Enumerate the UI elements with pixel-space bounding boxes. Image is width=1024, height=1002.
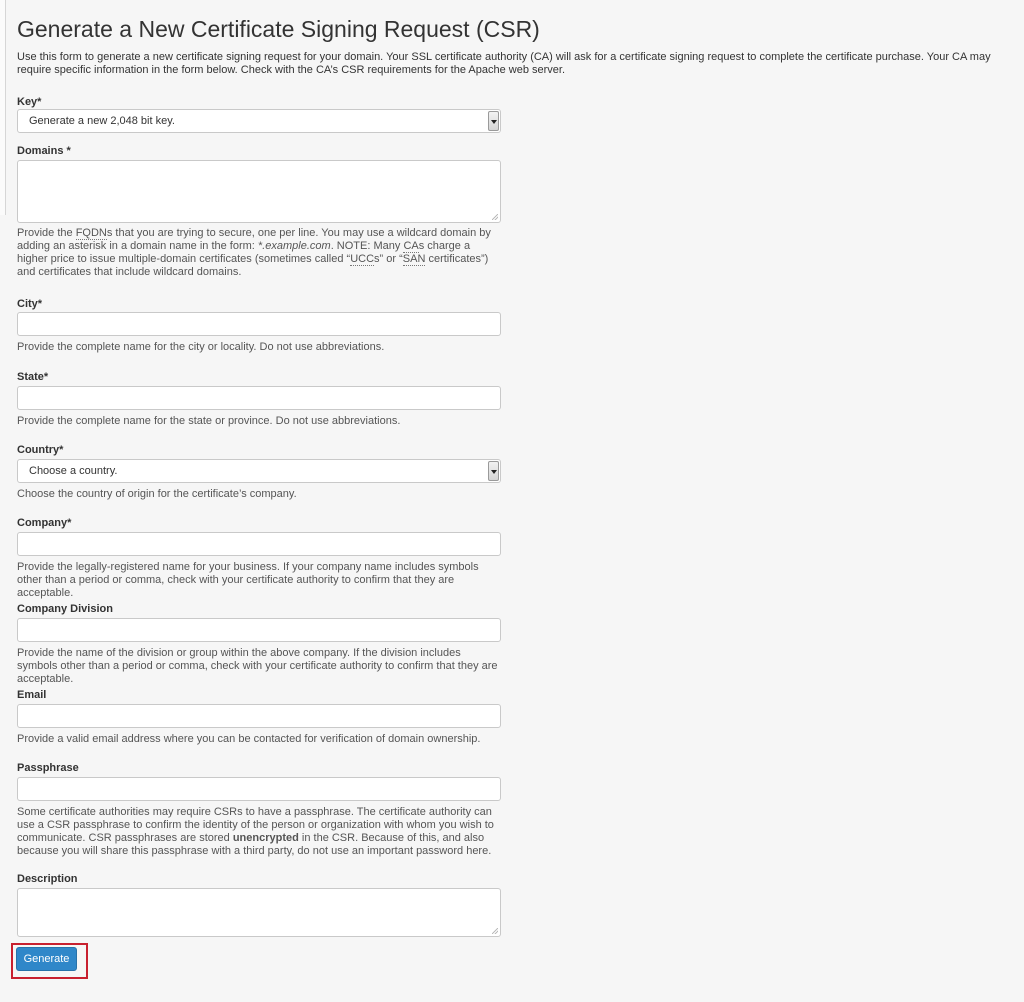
division-field: [17, 603, 501, 686]
resize-grip-icon[interactable]: [492, 214, 498, 220]
key-label: Key*: [17, 96, 42, 108]
city-help: Provide the complete name for the city or locality. Do not use abbreviations.: [17, 341, 385, 353]
sidebar-edge: [0, 0, 6, 215]
company-input[interactable]: [17, 532, 501, 556]
email-input[interactable]: [17, 704, 501, 728]
domains-textarea[interactable]: [17, 160, 501, 223]
country-field: [17, 444, 501, 501]
country-label: Country*: [17, 444, 64, 456]
example-domain: *.example.com: [257, 240, 331, 252]
city-input[interactable]: [17, 312, 501, 336]
email-field: [17, 689, 501, 746]
division-label: Company Division: [17, 603, 113, 615]
state-help: Provide the complete name for the state or province. Do not use abbreviations.: [17, 415, 401, 427]
description-textarea[interactable]: [17, 888, 501, 937]
city-label: City*: [17, 298, 43, 310]
company-help: Provide the legally-registered name for your business. If your company name includes symbols other than a period or comma, check with your certificate authority to confirm that they are acceptable.: [17, 561, 479, 599]
state-input[interactable]: [17, 386, 501, 410]
state-label: State*: [17, 371, 49, 383]
country-select-value: Choose a country.: [29, 465, 118, 477]
domains-label: Domains *: [17, 145, 71, 157]
chevron-down-icon[interactable]: [488, 461, 499, 481]
intro-text: Use this form to generate a new certificate signing request for your domain. Your SSL certificate authority (CA) will ask for a certificate signing request to complete the certificate purchase. Your CA may require specific information in the form below. Check with the CA’s CSR requirements for the Apache web server.: [17, 51, 991, 76]
passphrase-label: Passphrase: [17, 762, 79, 774]
division-input[interactable]: [17, 618, 501, 642]
page-title: Generate a New Certificate Signing Request (CSR): [17, 16, 540, 42]
company-field: [17, 517, 501, 600]
chevron-down-icon[interactable]: [488, 111, 499, 131]
passphrase-help: Some certificate authorities may require CSRs to have a passphrase. The certificate authority can use a CSR passphrase to confirm the identity of the person or organization with whom you wish to communicate. CSR passphrases are stored unencrypted in the CSR. Because of this, and also because you will share this passphrase with a third party, do not use an important password here.: [17, 806, 494, 857]
company-label: Company*: [17, 517, 72, 529]
country-help: Choose the country of origin for the certificate’s company.: [17, 488, 297, 500]
passphrase-field: [17, 762, 501, 858]
passphrase-input[interactable]: [17, 777, 501, 801]
state-field: [17, 371, 501, 428]
generate-button[interactable]: Generate: [16, 947, 77, 971]
resize-grip-icon[interactable]: [492, 928, 498, 934]
key-select-value: Generate a new 2,048 bit key.: [29, 115, 175, 127]
city-field: [17, 298, 501, 354]
csr-page: [17, 0, 1007, 885]
domains-help: Provide the FQDNs that you are trying to secure, one per line. You may use a wildcard domain by adding an asterisk in a domain name in the form: *.example.com. NOTE: Many CAs charge a higher price to issue multiple-domain certificates (sometimes called “UCCs” or “SAN certificates”) and certificates that include wildcard domains.: [17, 227, 491, 278]
unencrypted-emphasis: unencrypted: [232, 832, 299, 844]
domains-field: [17, 145, 501, 279]
division-help: Provide the name of the division or group within the above company. If the division includes symbols other than a period or comma, check with your certificate authority to confirm that they are acceptable.: [17, 647, 498, 685]
ucc-abbr: UCC: [350, 253, 375, 265]
key-field: [17, 96, 501, 133]
country-select[interactable]: [17, 459, 501, 483]
fqdn-abbr: FQDN: [75, 227, 107, 239]
ca-abbr: CA: [403, 240, 419, 252]
email-label: Email: [17, 689, 47, 701]
email-help: Provide a valid email address where you can be contacted for verification of domain ownership.: [17, 733, 481, 745]
san-abbr: SAN: [402, 253, 426, 265]
description-label: Description: [17, 873, 78, 885]
description-field: [17, 873, 501, 937]
key-select[interactable]: [17, 109, 501, 133]
